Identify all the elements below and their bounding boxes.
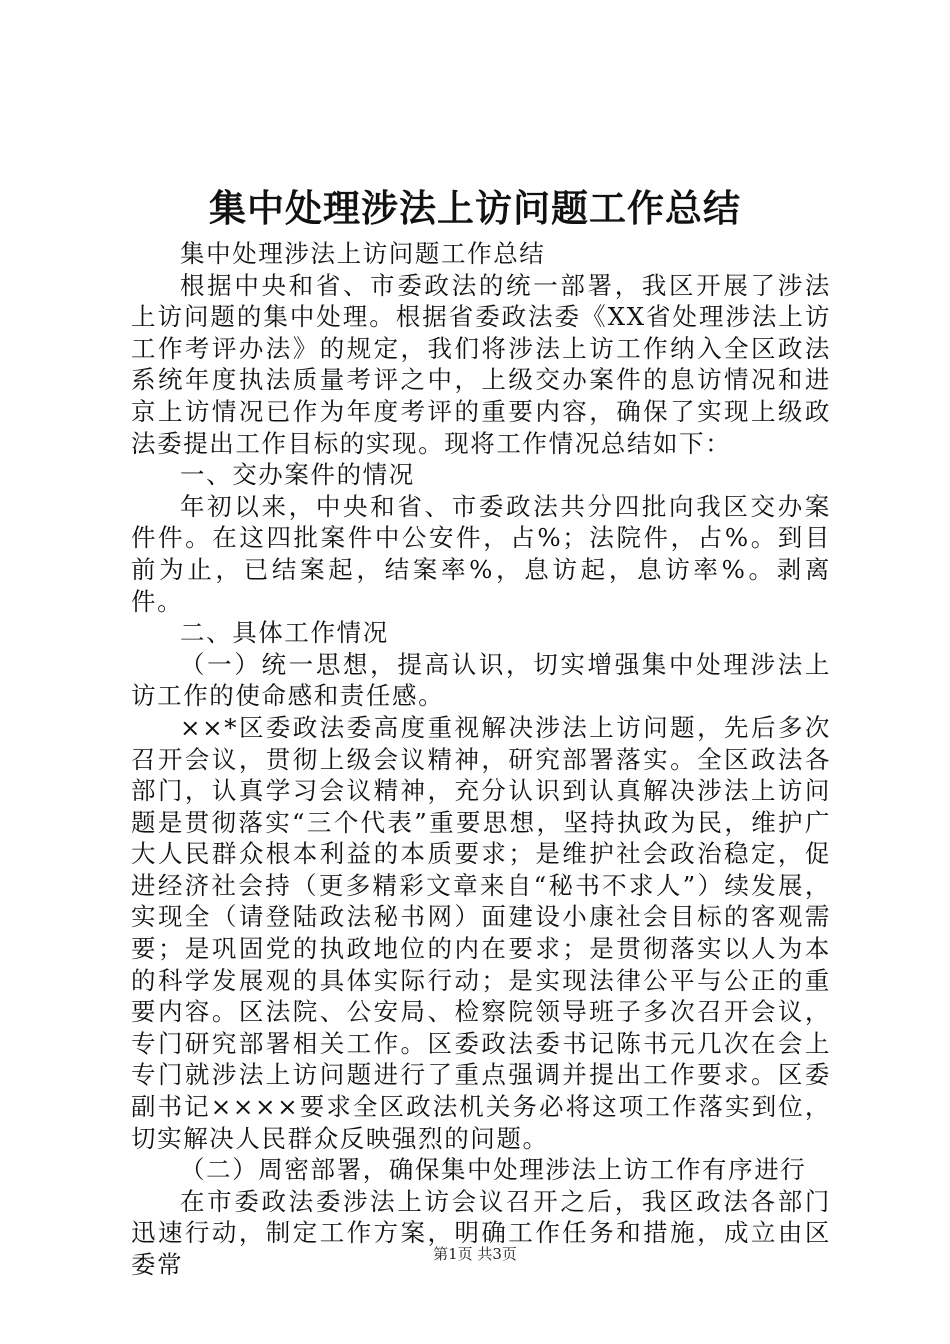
subsection-heading: （一）统一思想，提高认识，切实增强集中处理涉法上访工作的使命感和责任感。 (131, 649, 831, 711)
page-indicator: 第1页 共3页 (433, 1245, 517, 1263)
subsection-heading: （二）周密部署，确保集中处理涉法上访工作有序进行 (180, 1155, 807, 1185)
body-paragraph: ××*区委政法委高度重视解决涉法上访问题，先后多次召开会议，贯彻上级会议精神，研究部署落实。全区政法各部门，认真学习会议精神，充分认识到认真解决涉法上访问题是贯彻落实“三个代表”重要思想，坚持执政为民，维护广大人民群众根本利益的本质要求；是维护社会政治稳定，促进经济社会持（更多精彩文章来自“秘书不求人”）续发展，实现全（请登陆政法秘书网）面建设小康社会目标的客观需要；是巩固党的执政地位的内在要求；是贯彻落实以人为本的科学发展观的具体实际行动；是实现法律公平与公正的重要内容。区法院、公安局、检察院领导班子多次召开会议，专门研究部署相关工作。区委政法委书记陈书元几次在会上专门就涉法上访问题进行了重点强调并提出工作要求。区委副书记××××要求全区政法机关务必将这项工作落实到位，切实解决人民群众反映强烈的问题。 (131, 712, 831, 1153)
section-heading: 一、交办案件的情况 (180, 460, 415, 490)
document-title: 集中处理涉法上访问题工作总结 (209, 186, 741, 230)
section-heading: 二、具体工作情况 (180, 618, 389, 648)
body-paragraph: 在市委政法委涉法上访会议召开之后，我区政法各部门迅速行动，制定工作方案，明确工作任务和措施，成立由区委常 (131, 1186, 831, 1279)
document-body (131, 238, 831, 1281)
body-paragraph: 集中处理涉法上访问题工作总结 (180, 239, 546, 268)
page-footer (0, 1243, 950, 1265)
body-paragraph: 年初以来，中央和省、市委政法共分四批向我区交办案件件。在这四批案件中公安件，占%；法院件，占%。到目前为止，已结案起，结案率%，息访起，息访率%。剥离件。 (131, 491, 831, 616)
body-paragraph: 根据中央和省、市委政法的统一部署，我区开展了涉法上访问题的集中处理。根据省委政法委《XX省处理涉法上访工作考评办法》的规定，我们将涉法上访工作纳入全区政法系统年度执法质量考评之中，上级交办案件的息访情况和进京上访情况已作为年度考评的重要内容，确保了实现上级政法委提出工作目标的实现。现将工作情况总结如下： (131, 270, 831, 458)
